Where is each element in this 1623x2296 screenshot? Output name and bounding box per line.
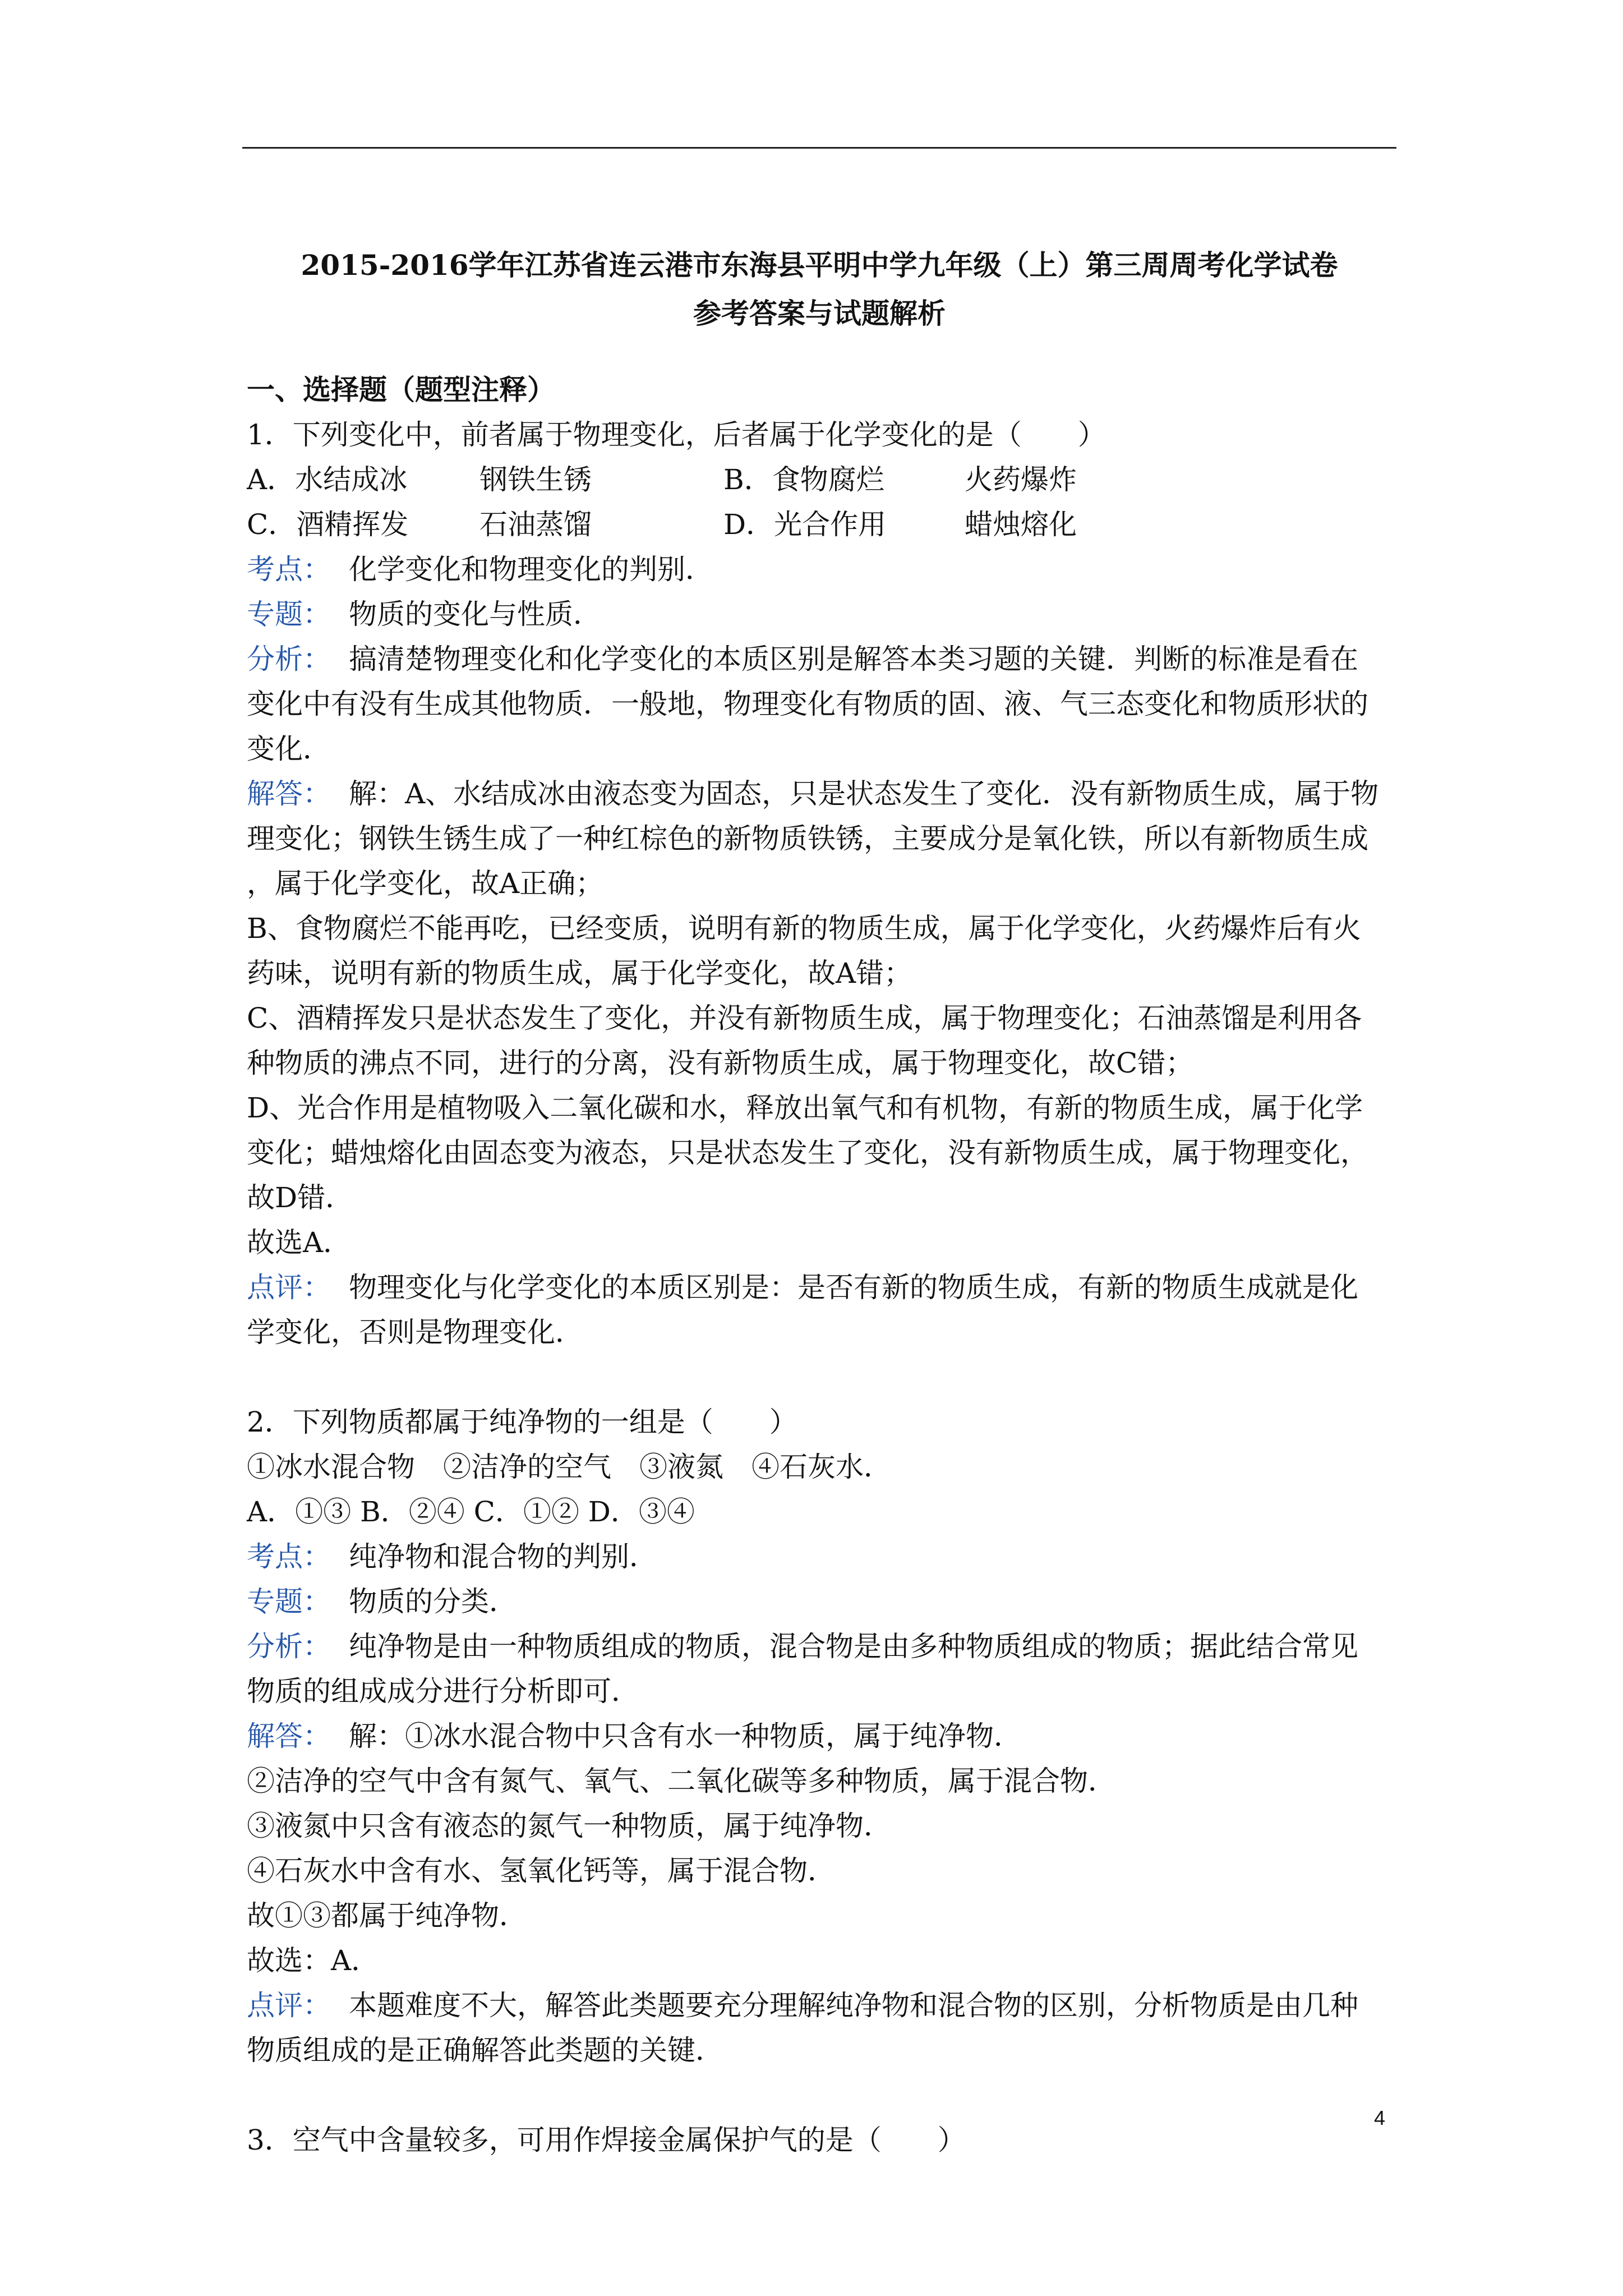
kaodian-row xyxy=(247,1534,1391,1579)
option-text: D．光合作用 xyxy=(723,508,887,541)
dianping-row xyxy=(247,1983,1391,2028)
jieda-text: 变化；蜡烛熔化由固态变为液态，只是状态发生了变化，没有新物质生成，属于物理变化， xyxy=(247,1137,1368,1169)
kaodian-text: 纯净物和混合物的判别． xyxy=(349,1540,657,1573)
fenxi-row xyxy=(247,637,1391,682)
dianping-label: 点评： xyxy=(247,1989,331,2022)
question-stem: 2．下列物质都属于纯净物的一组是（ ） xyxy=(247,1406,797,1438)
zhuanti-label: 专题： xyxy=(247,1585,331,1618)
jieda-text: ②洁净的空气中含有氮气、氧气、二氧化碳等多种物质，属于混合物． xyxy=(247,1765,1116,1797)
header-rule xyxy=(242,147,1396,149)
jieda-text: ③液氮中只含有液态的氮气一种物质，属于纯净物． xyxy=(247,1810,892,1842)
jieda-text: ④石灰水中含有水、氢氧化钙等，属于混合物． xyxy=(247,1855,836,1887)
option-text: 蜡烛熔化 xyxy=(965,508,1077,541)
option-row xyxy=(247,457,1391,502)
fenxi-label: 分析： xyxy=(247,643,331,675)
title-line-1: 2015-2016学年江苏省连云港市东海县平明中学九年级（上）第三周周考化学试卷 xyxy=(301,249,1338,282)
dianping-text: 物质组成的是正确解答此类题的关键． xyxy=(247,2034,723,2067)
spacer xyxy=(247,1355,1391,1400)
zhuanti-row xyxy=(247,592,1391,637)
question-2 xyxy=(247,1400,1391,2073)
option-text: 火药爆炸 xyxy=(965,463,1077,496)
jieda-text: 故①③都属于纯净物． xyxy=(247,1899,527,1932)
dianping-text: 学变化，否则是物理变化． xyxy=(247,1316,583,1349)
option-text: A．水结成冰 xyxy=(247,463,408,496)
zhuanti-text: 物质的分类． xyxy=(349,1585,517,1618)
question-items: ①冰水混合物 ②洁净的空气 ③液氮 ④石灰水． xyxy=(247,1451,892,1483)
dianping-label: 点评： xyxy=(247,1271,331,1304)
question-stem: 1．下列变化中，前者属于物理变化，后者属于化学变化的是（ ） xyxy=(247,418,1106,451)
section-title: 一、选择题（题型注释） xyxy=(247,373,555,406)
jieda-text: 解：①冰水混合物中只含有水一种物质，属于纯净物． xyxy=(349,1720,1022,1752)
zhuanti-label: 专题： xyxy=(247,598,331,631)
kaodian-text: 化学变化和物理变化的判别． xyxy=(349,553,713,586)
page-number: 4 xyxy=(1374,2106,1386,2129)
option-text: 石油蒸馏 xyxy=(479,508,592,541)
dianping-text: 本题难度不大，解答此类题要充分理解纯净物和混合物的区别，分析物质是由几种 xyxy=(349,1989,1358,2022)
kaodian-row xyxy=(247,547,1391,592)
question-3 xyxy=(247,2118,1391,2162)
question-stem: 3．空气中含量较多，可用作焊接金属保护气的是（ ） xyxy=(247,2124,966,2156)
jieda-label: 解答： xyxy=(247,777,331,810)
jieda-text: B、食物腐烂不能再吃，已经变质，说明有新的物质生成，属于化学变化，火药爆炸后有火 xyxy=(247,912,1361,945)
jieda-text: 种物质的沸点不同，进行的分离，没有新物质生成，属于物理变化，故C错； xyxy=(247,1047,1194,1079)
document-title xyxy=(242,241,1396,338)
dianping-text: 物理变化与化学变化的本质区别是：是否有新的物质生成，有新的物质生成就是化 xyxy=(349,1271,1358,1304)
kaodian-label: 考点： xyxy=(247,553,331,586)
question-1 xyxy=(247,412,1391,1355)
jieda-text: 故选：A． xyxy=(247,1944,380,1977)
zhuanti-row xyxy=(247,1579,1391,1624)
option-text: 钢铁生锈 xyxy=(479,463,592,496)
title-line-2: 参考答案与试题解析 xyxy=(693,297,946,330)
jieda-text: 药味，说明有新的物质生成，属于化学变化，故A错； xyxy=(247,957,912,990)
kaodian-label: 考点： xyxy=(247,1540,331,1573)
fenxi-row xyxy=(247,1624,1391,1669)
fenxi-text: 纯净物是由一种物质组成的物质，混合物是由多种物质组成的物质；据此结合常见 xyxy=(349,1630,1358,1663)
jieda-text: D、光合作用是植物吸入二氧化碳和水，释放出氧气和有机物，有新的物质生成，属于化学 xyxy=(247,1092,1363,1124)
zhuanti-text: 物质的变化与性质． xyxy=(349,598,601,631)
jieda-row xyxy=(247,1714,1391,1759)
dianping-row xyxy=(247,1265,1391,1310)
option-row xyxy=(247,502,1391,547)
jieda-text: C、酒精挥发只是状态发生了变化，并没有新物质生成，属于物理变化；石油蒸馏是利用各 xyxy=(247,1002,1362,1034)
fenxi-text: 变化中有没有生成其他物质．一般地，物理变化有物质的固、液、气三态变化和物质形状的 xyxy=(247,688,1368,720)
fenxi-text: 搞清楚物理变化和化学变化的本质区别是解答本类习题的关键．判断的标准是看在 xyxy=(349,643,1358,675)
jieda-row xyxy=(247,771,1391,816)
question-options: A．①③ B．②④ C．①② D．③④ xyxy=(247,1496,695,1528)
jieda-label: 解答： xyxy=(247,1720,331,1752)
fenxi-text: 物质的组成成分进行分析即可． xyxy=(247,1675,639,1708)
jieda-text: 故D错． xyxy=(247,1181,354,1214)
jieda-text: 解：A、水结成冰由液态变为固态，只是状态发生了变化．没有新物质生成，属于物 xyxy=(349,777,1379,810)
fenxi-text: 变化． xyxy=(247,733,331,765)
spacer xyxy=(247,2073,1391,2118)
document-body xyxy=(247,367,1391,2162)
jieda-text: 故选A． xyxy=(247,1226,352,1259)
option-text: B．食物腐烂 xyxy=(723,463,884,496)
jieda-text: 理变化；钢铁生锈生成了一种红棕色的新物质铁锈，主要成分是氧化铁，所以有新物质生成 xyxy=(247,822,1368,855)
option-text: C．酒精挥发 xyxy=(247,508,409,541)
jieda-text: ，属于化学变化，故A正确； xyxy=(247,867,604,900)
fenxi-label: 分析： xyxy=(247,1630,331,1663)
